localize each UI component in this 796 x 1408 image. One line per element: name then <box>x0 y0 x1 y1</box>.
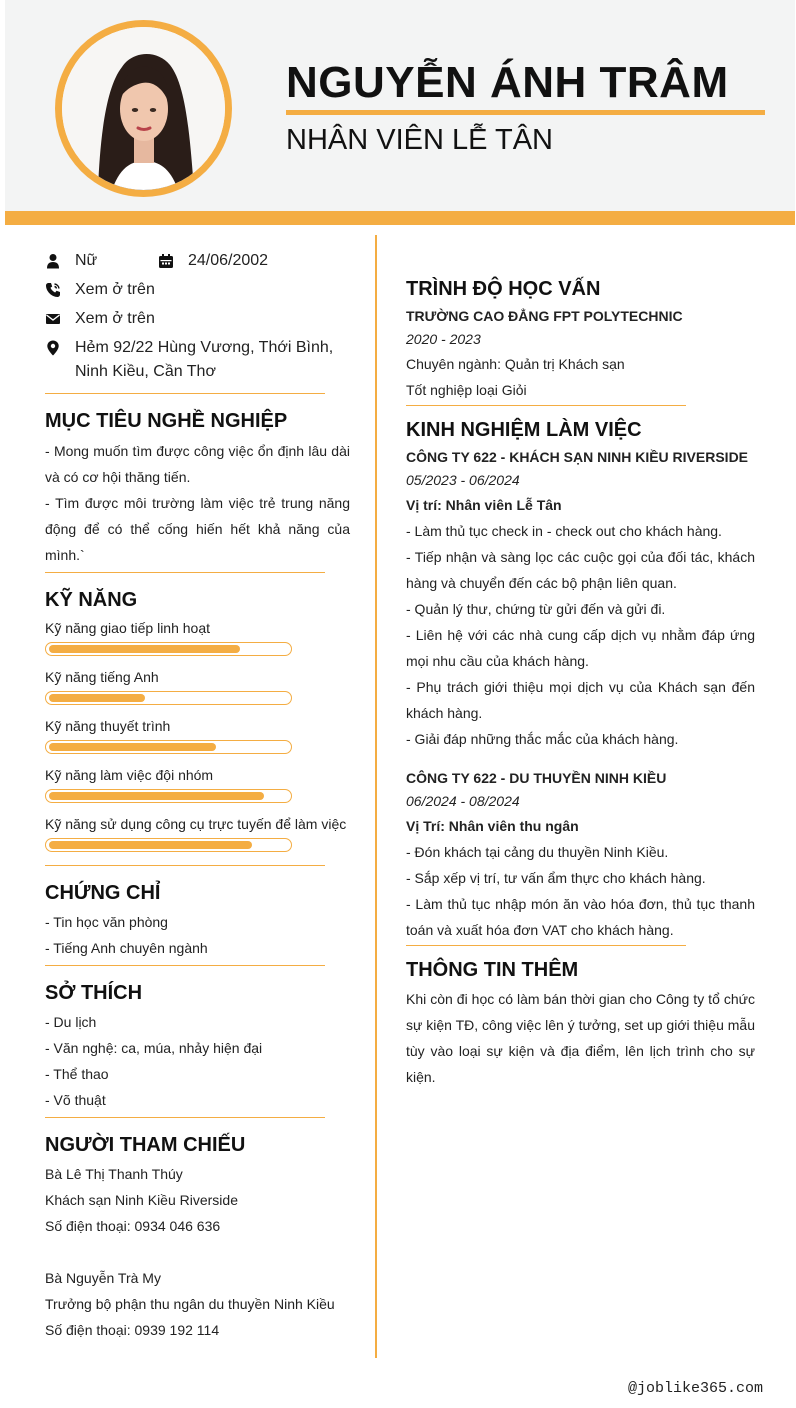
job-duty: - Liên hệ với các nhà cung cấp dịch vụ nhằm đáp ứng mọi nhu cầu của khách hàng. <box>406 627 755 669</box>
birthday-value: 24/06/2002 <box>188 252 269 269</box>
contact-phone <box>45 278 155 302</box>
separator <box>406 945 686 946</box>
hobby-item: - Du lịch <box>45 1014 97 1030</box>
job-period: 06/2024 - 08/2024 <box>406 793 520 809</box>
email-value: Xem ở trên <box>75 310 155 327</box>
school-name: TRƯỜNG CAO ĐẲNG FPT POLYTECHNIC <box>406 308 683 324</box>
references-title: NGƯỜI THAM CHIẾU <box>45 1134 246 1156</box>
education-major: Chuyên ngành: Quản trị Khách sạn <box>406 356 625 372</box>
job-duty: - Phụ trách giới thiệu mọi dịch vụ của Khách sạn đến khách hàng. <box>406 679 755 721</box>
skill-label: Kỹ năng thuyết trình <box>45 718 171 734</box>
job-position: Vị trí: Nhân viên Lễ Tân <box>406 497 562 513</box>
certificates-title: CHỨNG CHỈ <box>45 882 161 904</box>
skill-label: Kỹ năng tiếng Anh <box>45 669 159 685</box>
address-value: Hẻm 92/22 Hùng Vương, Thới Bình, Ninh Kiều, Cần Thơ <box>75 339 334 380</box>
job-duty: - Làm thủ tục check in - check out cho khách hàng. <box>406 523 722 539</box>
hobby-item: - Võ thuật <box>45 1092 106 1108</box>
job-period: 05/2023 - 06/2024 <box>406 472 520 488</box>
profile-photo <box>55 20 232 197</box>
contact-gender <box>45 249 97 273</box>
hobby-item: - Thể thao <box>45 1066 109 1082</box>
reference-name: Bà Lê Thị Thanh Thúy <box>45 1166 183 1182</box>
job-duty: - Làm thủ tục nhập món ăn vào hóa đơn, thủ tục thanh toán và xuất hóa đơn VAT cho khách hàng. <box>406 896 755 938</box>
education-title: TRÌNH ĐỘ HỌC VẤN <box>406 278 601 300</box>
name-underline <box>286 110 765 115</box>
experience-title: KINH NGHIỆM LÀM VIỆC <box>406 419 642 441</box>
objective-line: - Tìm được môi trường làm việc trẻ trung năng động để có thể cống hiến hết khả năng của mình.` <box>45 495 350 563</box>
skill-bar <box>45 642 292 656</box>
job-position: Vị Trí: Nhân viên thu ngân <box>406 818 579 834</box>
skill-label: Kỹ năng giao tiếp linh hoạt <box>45 620 211 636</box>
objective-title: MỤC TIÊU NGHỀ NGHIỆP <box>45 410 288 432</box>
reference-phone: Số điện thoại: 0934 046 636 <box>45 1218 221 1234</box>
phone-value: Xem ở trên <box>75 281 155 298</box>
header-accent-bar <box>5 211 795 225</box>
contact-address <box>45 336 365 384</box>
job-duty: - Giải đáp những thắc mắc của khách hàng. <box>406 731 679 747</box>
skill-level-fill <box>49 743 216 751</box>
job-duty: - Tiếp nhận và sàng lọc các cuộc gọi của đối tác, khách hàng và chuyển đến các bộ phận liên quan. <box>406 549 755 591</box>
skill-bar <box>45 789 292 803</box>
skill-level-fill <box>49 645 240 653</box>
objective-line: - Mong muốn tìm được công việc ổn định lâu dài và có cơ hội thăng tiến. <box>45 443 350 485</box>
candidate-name: NGUYỄN ÁNH TRÂM <box>286 58 729 107</box>
job-duty: - Đón khách tại cảng du thuyền Ninh Kiều. <box>406 844 669 860</box>
skills-title: KỸ NĂNG <box>45 589 138 611</box>
separator <box>406 405 686 406</box>
separator <box>45 393 325 394</box>
reference-org: Trưởng bộ phận thu ngân du thuyền Ninh Kiều <box>45 1296 335 1312</box>
calendar-icon <box>158 249 174 273</box>
candidate-job-title: NHÂN VIÊN LỄ TÂN <box>286 124 553 156</box>
additional-text: Khi còn đi học có làm bán thời gian cho Công ty tổ chức sự kiện TĐ, công việc lên ý tưởng, set up giới thiệu mẫu tùy vào loại sự kiện và địa điểm, lên lịch trình cho sự kiện. <box>406 991 755 1085</box>
email-icon <box>45 307 61 331</box>
user-icon <box>45 249 61 273</box>
skill-level-fill <box>49 841 252 849</box>
skill-level-fill <box>49 792 264 800</box>
contact-email <box>45 307 155 331</box>
separator <box>45 965 325 966</box>
skill-level-fill <box>49 694 145 702</box>
skill-label: Kỹ năng làm việc đội nhóm <box>45 767 214 783</box>
education-period: 2020 - 2023 <box>406 331 481 347</box>
reference-name: Bà Nguyễn Trà My <box>45 1270 161 1286</box>
education-grade: Tốt nghiệp loại Giỏi <box>406 382 527 398</box>
certificate-item: - Tiếng Anh chuyên ngành <box>45 940 208 956</box>
column-divider <box>375 235 377 1358</box>
skill-bar <box>45 740 292 754</box>
hobbies-title: SỞ THÍCH <box>45 982 143 1004</box>
job-company: CÔNG TY 622 - DU THUYỀN NINH KIỀU <box>406 770 667 786</box>
separator <box>45 865 325 866</box>
hobby-item: - Văn nghệ: ca, múa, nhảy hiện đại <box>45 1040 263 1056</box>
skill-bar <box>45 838 292 852</box>
phone-icon <box>45 278 61 302</box>
job-duty: - Quản lý thư, chứng từ gửi đến và gửi đi. <box>406 601 666 617</box>
contact-birthday <box>158 249 268 273</box>
separator <box>45 1117 325 1118</box>
reference-org: Khách sạn Ninh Kiều Riverside <box>45 1192 238 1208</box>
job-company: CÔNG TY 622 - KHÁCH SẠN NINH KIỀU RIVERSIDE <box>406 449 749 465</box>
certificate-item: - Tin học văn phòng <box>45 914 168 930</box>
location-icon <box>45 336 61 360</box>
skill-label: Kỹ năng sử dụng công cụ trực tuyến để làm việc <box>45 816 347 832</box>
gender-value: Nữ <box>75 252 98 269</box>
additional-title: THÔNG TIN THÊM <box>406 959 579 981</box>
reference-phone: Số điện thoại: 0939 192 114 <box>45 1322 220 1338</box>
watermark-text: @joblike365.com <box>628 1380 764 1397</box>
skill-bar <box>45 691 292 705</box>
job-duty: - Sắp xếp vị trí, tư vấn ẩm thực cho khách hàng. <box>406 870 706 886</box>
separator <box>45 572 325 573</box>
